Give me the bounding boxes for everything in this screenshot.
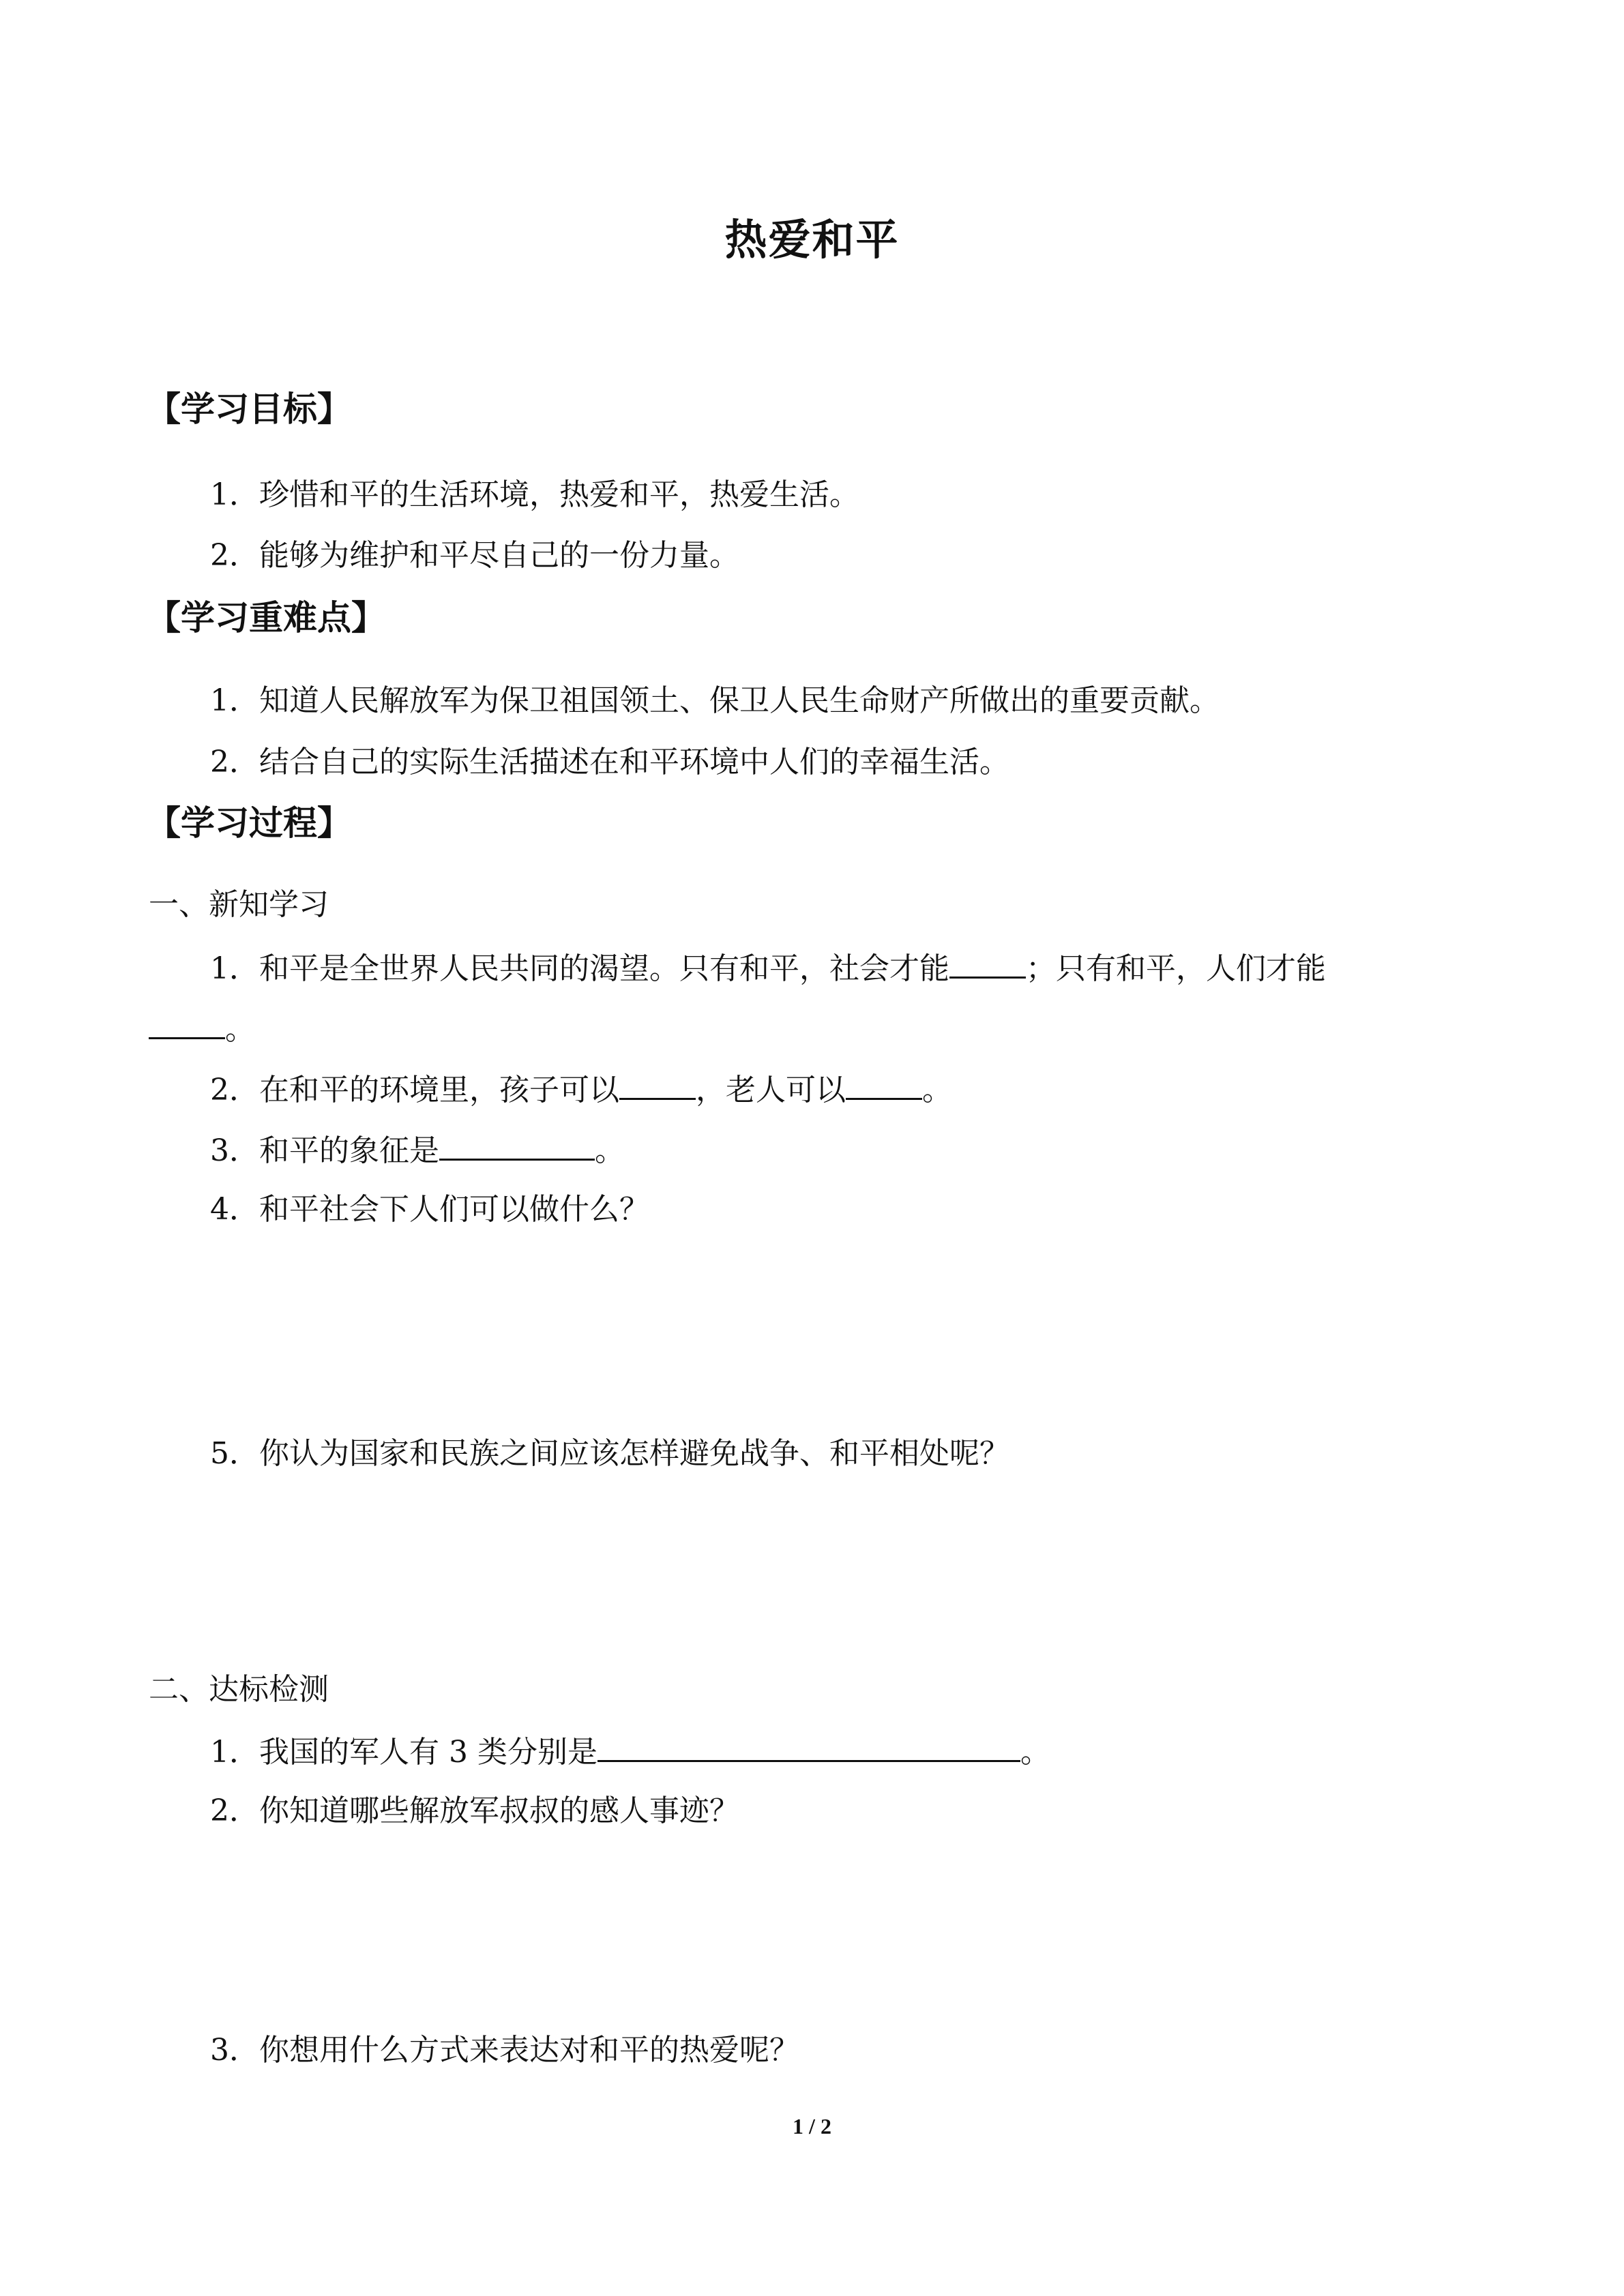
section-heading-key-points: 【学习重难点】 — [147, 598, 385, 638]
question-3-text-b: 。 — [595, 1133, 625, 1168]
question-3-text-a: 3．和平的象征是 — [210, 1133, 439, 1168]
question-2-text-c: 。 — [922, 1073, 952, 1107]
question-4: 4．和平社会下人们可以做什么？ — [210, 1192, 649, 1227]
page-number: 1 / 2 — [793, 2114, 831, 2138]
assessment-question-1 — [210, 1730, 1050, 1773]
question-1-continued — [149, 1007, 255, 1050]
answer-blank — [846, 1068, 922, 1100]
assessment-question-1-text-a: 1．我国的军人有 3 类分别是 — [210, 1735, 597, 1770]
assessment-question-2: 2．你知道哪些解放军叔叔的感人事迹？ — [210, 1793, 739, 1828]
answer-blank — [619, 1068, 696, 1100]
answer-blank — [597, 1730, 1020, 1762]
question-3 — [210, 1129, 625, 1172]
key-point-item-1: 1．知道人民解放军为保卫祖国领土、保卫人民生命财产所做出的重要贡献。 — [210, 683, 1220, 718]
part-label-assessment: 二、达标检测 — [149, 1672, 329, 1707]
part-label-new-knowledge: 一、新知学习 — [149, 887, 329, 922]
question-2-text-b: ，老人可以 — [696, 1073, 846, 1107]
assessment-question-3: 3．你想用什么方式来表达对和平的热爱呢？ — [210, 2033, 799, 2068]
question-2-text-a: 2．在和平的环境里，孩子可以 — [210, 1073, 619, 1107]
goal-item-2: 2．能够为维护和平尽自己的一份力量。 — [210, 538, 739, 573]
answer-blank — [439, 1129, 595, 1161]
assessment-question-1-text-b: 。 — [1020, 1735, 1050, 1770]
question-1-text-c: 。 — [225, 1012, 255, 1047]
answer-blank — [149, 1007, 225, 1039]
page-title: 热爱和平 — [724, 215, 900, 265]
answer-blank — [949, 946, 1026, 979]
question-1 — [210, 946, 1326, 989]
section-heading-goals: 【学习目标】 — [147, 389, 351, 429]
question-2 — [210, 1068, 952, 1111]
section-heading-process: 【学习过程】 — [147, 803, 351, 843]
key-point-item-2: 2．结合自己的实际生活描述在和平环境中人们的幸福生活。 — [210, 745, 1009, 779]
question-5: 5．你认为国家和民族之间应该怎样避免战争、和平相处呢？ — [210, 1436, 1009, 1471]
question-1-text-a: 1．和平是全世界人民共同的渴望。只有和平，社会才能 — [210, 951, 949, 986]
question-1-text-b: ；只有和平，人们才能 — [1026, 951, 1326, 986]
goal-item-1: 1．珍惜和平的生活环境，热爱和平，热爱生活。 — [210, 477, 859, 512]
